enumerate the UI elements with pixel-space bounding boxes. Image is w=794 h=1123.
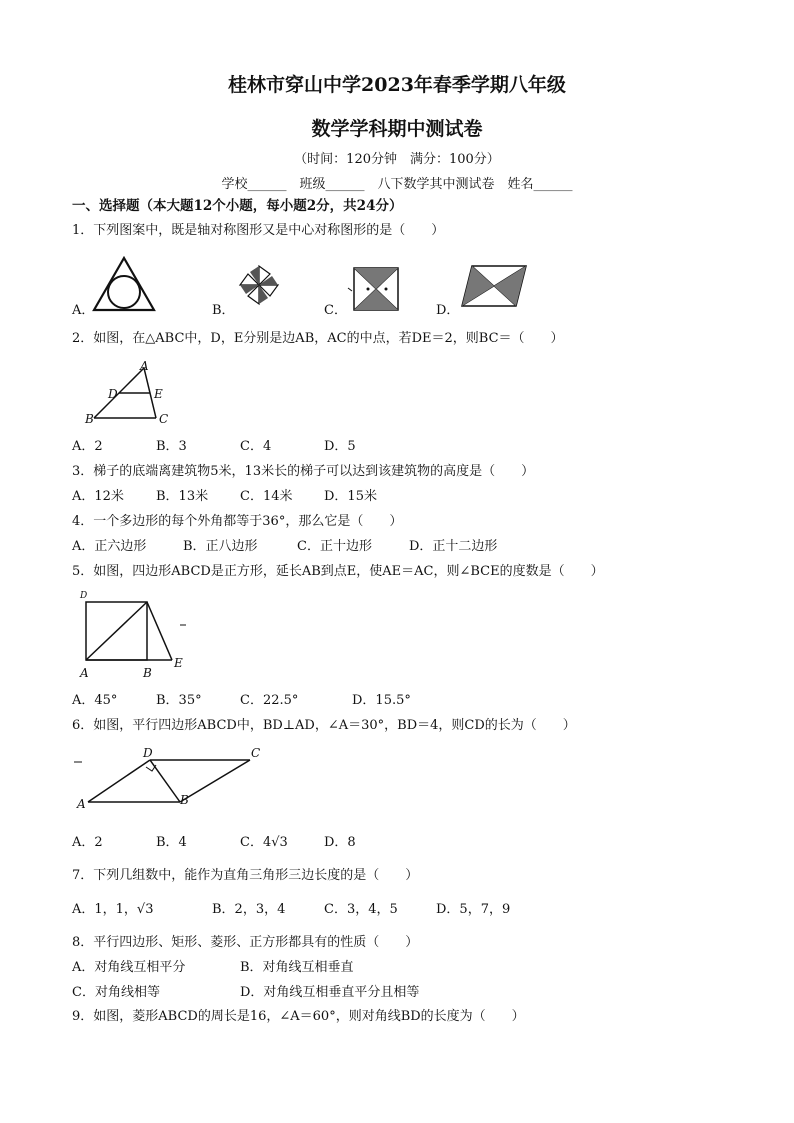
q2-option-c: C．4 <box>240 439 272 454</box>
q7-option-d: D．5，7，9 <box>436 902 511 917</box>
q1-figure-c-square-pattern <box>346 264 402 312</box>
q2-option-d: D．5 <box>324 439 356 454</box>
q6-option-a: A．2 <box>72 835 103 850</box>
q1-option-c: C． <box>324 303 347 318</box>
q3-option-d: D．15米 <box>324 489 377 504</box>
q6-parallelogram-figure <box>72 748 272 812</box>
page-title: 桂林市穿山中学2023年春季学期八年级 <box>228 74 566 96</box>
q1-figure-b-pinwheel <box>234 262 284 308</box>
q3-option-a: A．12米 <box>72 489 124 504</box>
q2-label-c: C <box>159 412 169 426</box>
page-subtitle: 数学学科期中测试卷 <box>311 118 483 140</box>
q2-label-b: B <box>85 412 94 426</box>
section-heading: 一、选择题（本大题12个小题，每小题2分，共24分） <box>72 198 403 214</box>
q6-option-d: D．8 <box>324 835 356 850</box>
question-8: 8．平行四边形、矩形、菱形、正方形都具有的性质（ ） <box>72 935 419 950</box>
q1-figure-d-parallelogram-pattern <box>460 264 530 308</box>
question-2: 2．如图，在△ABC中，D，E分别是边AB，AC的中点，若DE＝2，则BC＝（ ） <box>72 331 564 346</box>
q8-option-d: D．对角线互相垂直平分且相等 <box>240 985 420 1000</box>
q3-option-c: C．14米 <box>240 489 293 504</box>
q6-label-d: D <box>143 746 153 760</box>
q2-option-a: A．2 <box>72 439 103 454</box>
time-info: （时间：120分钟 满分：100分） <box>294 152 500 167</box>
q4-option-a: A．正六边形 <box>72 539 147 554</box>
q2-label-d: D <box>108 387 118 401</box>
q2-option-b: B．3 <box>156 439 187 454</box>
question-1: 1．下列图案中，既是轴对称图形又是中心对称图形的是（ ） <box>72 223 445 238</box>
student-fields: 学校______ 班级______ 八下数学其中测试卷 姓名______ <box>221 177 573 192</box>
q7-option-c: C．3，4，5 <box>324 902 398 917</box>
q1-option-d: D． <box>436 303 460 318</box>
q5-option-c: C．22.5° <box>240 693 299 708</box>
question-9: 9．如图，菱形ABCD的周长是16，∠A＝60°，则对角线BD的长度为（ ） <box>72 1009 525 1024</box>
q5-label-b: B <box>143 666 152 680</box>
q8-option-c: C．对角线相等 <box>72 985 160 1000</box>
question-7: 7．下列几组数中，能作为直角三角形三边长度的是（ ） <box>72 868 419 883</box>
q5-option-b: B．35° <box>156 693 202 708</box>
question-4: 4．一个多边形的每个外角都等于36°，那么它是（ ） <box>72 514 403 529</box>
q1-figure-a-triangle-circle <box>92 256 156 312</box>
q5-label-e: E <box>174 656 183 670</box>
q3-option-b: B．13米 <box>156 489 209 504</box>
q6-label-c: C <box>251 746 261 760</box>
q2-label-e: E <box>154 387 163 401</box>
q8-option-b: B．对角线互相垂直 <box>240 960 354 975</box>
q6-option-c: C．4√3 <box>240 835 288 850</box>
q4-option-d: D．正十二边形 <box>409 539 498 554</box>
q1-option-a: A． <box>72 303 95 318</box>
q6-label-b: B <box>180 793 189 807</box>
q4-option-c: C．正十边形 <box>297 539 372 554</box>
q8-option-a: A．对角线互相平分 <box>72 960 186 975</box>
q6-option-b: B．4 <box>156 835 187 850</box>
q5-label-a: A <box>80 666 89 680</box>
q7-option-b: B．2，3，4 <box>212 902 286 917</box>
q2-label-a: A <box>140 359 149 373</box>
question-5: 5．如图，四边形ABCD是正方形，延长AB到点E，使AE＝AC，则∠BCE的度数是（ ） <box>72 564 604 579</box>
question-6: 6．如图，平行四边形ABCD中，BD⊥AD，∠A＝30°，BD＝4，则CD的长为（ ） <box>72 718 576 733</box>
q5-label-d: D <box>80 591 88 601</box>
q1-option-b: B． <box>212 303 235 318</box>
q7-option-a: A．1，1，√3 <box>72 902 154 917</box>
q6-label-a: A <box>77 797 86 811</box>
q4-option-b: B．正八边形 <box>183 539 258 554</box>
q5-option-d: D．15.5° <box>352 693 411 708</box>
question-3: 3．梯子的底端离建筑物5米，13米长的梯子可以达到该建筑物的高度是（ ） <box>72 464 535 479</box>
q5-option-a: A．45° <box>72 693 118 708</box>
